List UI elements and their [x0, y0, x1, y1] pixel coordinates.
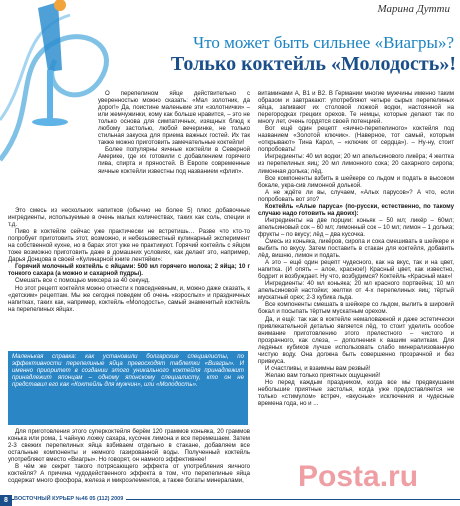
paragraph: Ингредиенты: 40 мл водки; 20 мл апельсинового ликёра; 4 желтка из перепелиных яиц; 20 мл лимонного сока; 20 сахарного сиропа; лимонная долька; лёд. — [258, 153, 454, 175]
headline-answer: Только коктейль «Молодость»! — [170, 53, 456, 75]
paragraph: Для приготовления этого суперкоктейля берём 120 граммов коньяка, 20 граммов конька или рома, 1 чайную ложку сахара, кусочек лимона и все перемешаем. Затем 2-3 свежих перепелиных яйца взбиваем отдельно в стакане, добавляем все остальные компоненты и немного газированной воды. Полученный коктейль употребляют вместо «Виагры». Но говорят, он намного эффективнее! — [8, 428, 250, 464]
paragraph: Ингредиенты на две порции: коньяк – 50 мл; ликёр – 60мл; апельсиновый сок – 60 мл; лимонный сок – 10 мл; лимон – 1 долька; фрукты – по вкусу; лёд – два кусочка. — [258, 216, 454, 238]
paragraph: Смесь из коньяка, ликёров, сиропа и сока смешивать в шейкере и выбить по вкусу. Затем поставить в стакан для коктейля, добавить лёд, вишню, лимон и подать. — [258, 237, 454, 260]
recipe-text: Горячий молочный коктейль с яйцами: 500 мл горячего молока; 2 яйца; 10 г тонкого сахара (а можно и сахарной пудры). — [8, 263, 250, 278]
paragraph: Это смесь из нескольких напитков (обычно не более 5) плюс добавочные ингредиенты, используемые в очень малых количествах, таких как соль, специи и т.д. — [8, 207, 250, 229]
paragraph: Вот ещё один рецепт «яично-перепелиного» коктейля под названием «Золотой ключик». (Наверное, тот самый, которым «открывают» Тина Карол, – «ключик от сердца»). – Ну-ну, стоит попробовать! — [258, 125, 454, 154]
paragraph: Да, и ещё: так как в коктейле немаловажной и даже эстетически привлекательной деталью является лёд, то стоит уделить особое внимание приготовлению этого прелестного – чистого и прозрачного, как слеза, – дополнения к вашим напиткам. Для ледяных кубиков лучше использовать слабо минерализованную чистую воду. Она должна быть совершенно прозрачной и без привкуса. — [258, 315, 454, 365]
left-column — [8, 207, 250, 313]
paragraph: А это – ещё один рецепт чудесного, как на вкус, так и на цвет, напитка. (И опять – алое, красное!) Красный цвет, как известно, бодрит и возбуждает. Ну что, возбудимся? Коктейль «Красный мак»! — [258, 259, 454, 281]
recipe-paragraph — [258, 203, 454, 217]
recipe-heading: Коктейль «Алые паруса» (по-русски, естественно, по такому случаю надо готовить на двоих): — [258, 202, 454, 217]
publication-name: ВОСТОЧНЫЙ КУРЬЕР №46 05 (112) 2009 — [14, 496, 126, 502]
paragraph: Желаю вам только приятных ощущений! — [265, 371, 381, 379]
paragraph: И счастливы, и взаимны вам резвый! — [265, 364, 371, 372]
page-number: 8 — [0, 495, 12, 506]
paragraph: Пиво в коктейле сейчас уже практически не встретишь… Разве что кто-то попробует приготовить этот, возможно, и небезызвестный кулинарный эксперимент на собственной кухне, но в барах этот уже не практикуют. Горячий коктейль с яйцом тоже возможно приготовить даже в домашних условиях, как делает это, например, Дарья Донцова в своей «Кулинарной книге лентяйки»: — [8, 228, 250, 264]
paragraph: О перепелином яйце действительно с уверенностью можно сказать: «Мал золотник, да дорог!» Да, поистине маленькие эти «золотнички» – или жемчужинки, кому как больше нравится, – это не только основа для симпатичных, изящных блюд к любому застолью, любой вечеринке, не только стильная закуска для приема важных гостей. Их так также можно приготовить замечательные коктейли! — [98, 90, 250, 147]
page-footer — [0, 495, 460, 506]
paragraph: Но этот рецепт коктейля можно отнести к повседневным, и, можно даже сказать, к «детским» рецептам. Мы же сегодня поведем об очень «взрослых» и праздничных напитках, таких как, например, коктейль «Молодость», самый знаменитый коктейль на перепелиных яйцах. — [8, 284, 250, 313]
paragraph: Все компоненты смешать в шейкере со льдом, вылить в широкий бокал и посыпать тёртым мускатным орехом. — [258, 301, 454, 316]
paragraph: Ингредиенты: 40 мл коньяка; 20 мл красного портвейна; 10 мл апельсиновой настойки; желтки от 4-х перепелиных яиц; тёртый мускатный орех; 2-3 кубика льда. — [258, 280, 454, 302]
info-callout: Маленькая справка: как установили болгарские специалисты, по эффективности перепелиные яйца превосходят таблетки «Виагры». И именно приоритет в создании этого уникального коктейля принадлежит принадлежит японцам – одному японскому специалисту, кто он не представил его как «Коктейль для мужчин», или «Молодость». — [8, 351, 248, 425]
paragraph: Все компоненты взбить в шейкере со льдом и подать в высоком бокале, укра-сив лимонной долькой. — [258, 174, 454, 189]
paragraph: Но перед каждым праздником, когда все мы предвкушаем небольшие приятные застолья, когда уже предоставляется не только «стимулом» встреч, «вкусные» исключения и чудесные времена года, но и ... — [258, 378, 454, 408]
paragraph: В чём же секрет такого потрясающего эффекта от употребления яичного коктейля? А причина чудодейственного эффекта в том, что перепелиные яйца содержат много фосфора, железа и микроэлементов, а также богаты минералами, — [8, 463, 250, 485]
paragraph: витаминами А, В1 и В2. В Германии многие мужчины именно таким образом и завтракают: употребляют четыре сырых перепелиных яйца, запивают их столовой ложкой водки, настоянной на перегородках грецких орехов. Те немцы, которые делают так по многу лет, очень гордятся своей потенцией. — [258, 90, 454, 126]
author-name: Марина Дутти — [377, 3, 450, 15]
watermark: Posta.ru — [298, 460, 419, 493]
right-column — [258, 90, 454, 407]
intro-column — [98, 90, 250, 175]
headline-question: Что может быть сильнее «Виагры»? — [193, 33, 454, 52]
paragraph: А не ждёте ли вы, случаем, «Алых парусов»? А что, если попробовать вот это? — [258, 188, 454, 203]
paragraph: Более популярны яичные коктейли в Северной Америке, где их готовили с добавлением горячего пива, спирта и пряностей. В Европе современные яичные коктейли известны под названием «флип». — [98, 146, 250, 175]
recipe-paragraph — [8, 263, 250, 277]
paragraph: Смешать все с помощью миксера за 40 секунд. — [15, 277, 150, 285]
left-bottom-column — [8, 428, 250, 484]
